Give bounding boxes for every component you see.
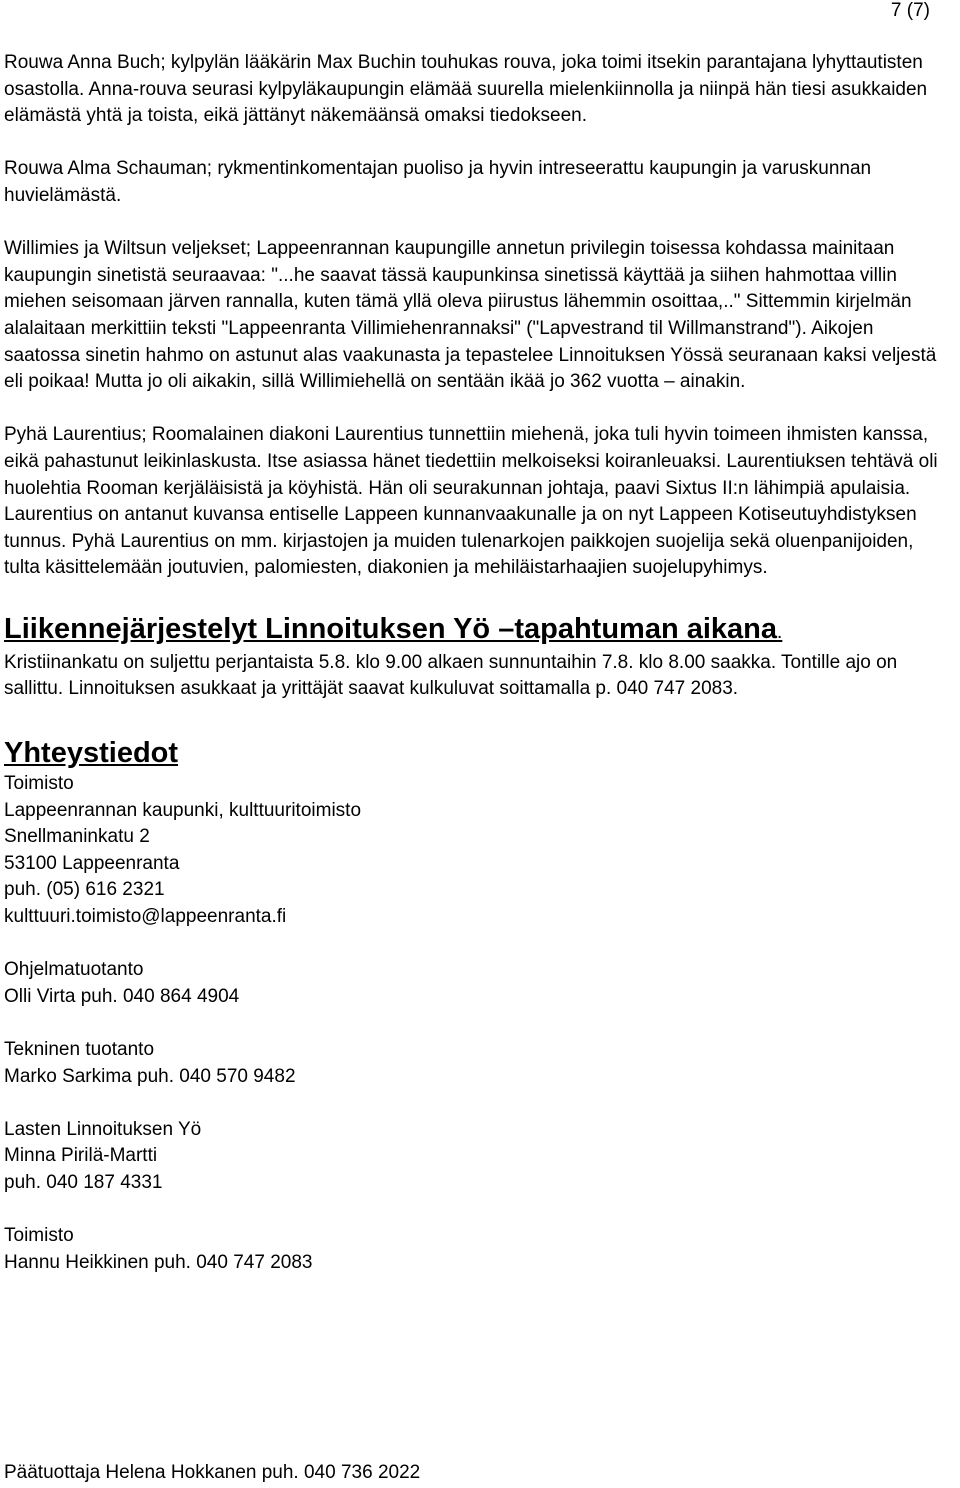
contact-office2-title: Toimisto — [4, 1225, 74, 1247]
contact-office-phone: puh. (05) 616 2321 — [4, 879, 165, 901]
contact-office-street: Snellmaninkatu 2 — [4, 826, 150, 848]
contact-program-title: Ohjelmatuotanto — [4, 959, 144, 981]
contacts-heading: Yhteystiedot — [4, 737, 179, 770]
contact-office2-person: Hannu Heikkinen puh. 040 747 2083 — [4, 1251, 313, 1273]
page-number: 7 (7) — [890, 0, 930, 21]
paragraph-laurentius: Pyhä Laurentius; Roomalainen diakoni Laurentius tunnettiin miehenä, joka tuli hyvin toimeen ihmisten kanssa, eikä pahastunut leikinlaskusta. Itse asiassa hänet tiedettiin melkoiseksi koiranleuaksi. Laurentiuksen tehtävä oli huolehtia Rooman kerjäläisistä ja köyhistä. Hän oli seurakunnan johtaja, paavi Sixtus II:n lähimpiä apulaisia. — [4, 424, 938, 499]
paragraph-laurentius-2: Laurentius on antanut kuvansa entiselle Lappeen kunnanvaakunalle ja on nyt Lappeen Kotiseutuyhdistyksen tunnus. Pyhä Laurentius on mm. kirjastojen ja muiden tulenarkojen paikkojen suojelija sekä oluenpanijoiden, tulta käsittelemään joutuvien, palomiesten, diakonien ja mehiläistarhaajien suojelupyhimys. — [4, 504, 917, 579]
contact-kids-phone: puh. 040 187 4331 — [4, 1171, 163, 1193]
contact-kids-person: Minna Pirilä-Martti — [4, 1145, 158, 1167]
contact-office-email: kulttuuri.toimisto@lappeenranta.fi — [4, 906, 287, 928]
contact-office-title: Toimisto — [4, 773, 74, 795]
traffic-text: Kristiinankatu on suljettu perjantaista 5.8. klo 9.00 alkaen sunnuntaihin 7.8. klo 8.00 saakka. Tontille ajo on sallittu. Linnoituksen asukkaat ja yrittäjät saavat kulkuluvat soittamalla p. 040 747 2083. — [4, 651, 898, 700]
contact-office-postal: 53100 Lappeenranta — [4, 852, 180, 874]
traffic-heading-text: Liikennejärjestelyt Linnoituksen Yö –tapahtuman aikana — [4, 612, 778, 645]
contact-program-person: Olli Virta puh. 040 864 4904 — [4, 985, 240, 1007]
contact-office — [4, 771, 954, 931]
contact-kids-title: Lasten Linnoituksen Yö — [4, 1118, 202, 1140]
traffic-heading — [4, 612, 954, 650]
contact-office-org: Lappeenrannan kaupunki, kulttuuritoimisto — [4, 799, 362, 821]
contact-technical — [4, 1037, 954, 1090]
contact-kids — [4, 1117, 954, 1197]
contact-office2 — [4, 1223, 954, 1276]
paragraph-anna-buch: Rouwa Anna Buch; kylpylän lääkärin Max Buchin touhukas rouva, joka toimi itsekin parantajana lyhyttautisten osastolla. Anna-rouva seurasi kylpyläkaupungin elämää suurella mielenkiinnolla ja niinpä hän tiesi asukkaiden elämästä yhtä ja toista, eikä jättänyt näkemäänsä omaksi tiedokseen. — [4, 52, 928, 127]
paragraph-alma-schauman: Rouwa Alma Schauman; rykmentinkomentajan puoliso ja hyvin intreseerattu kaupungin ja varuskunnan huvielämästä. — [4, 158, 872, 206]
contact-producer: Päätuottaja Helena Hokkanen puh. 040 736 2022 — [4, 1462, 421, 1483]
contact-technical-person: Marko Sarkima puh. 040 570 9482 — [4, 1065, 296, 1087]
document-body — [4, 50, 954, 1276]
paragraph-willimies: Willimies ja Wiltsun veljekset; Lappeenrannan kaupungille annetun privilegin toisessa kohdassa mainitaan kaupungin sinetistä seuraavaa: "...he saavat tässä kaupunkinsa sinetissä käyttää ja siihen hahmottaa villin miehen seisomaan järven rannalla, kuten tämä yllä oleva piirustus lähemmin osoittaa,.." Sittemmin kirjelmän alalaitaan merkittiin teksti "Lappeenranta Villimiehenrannaksi" ("Lapvestrand til Willmanstrand"). Aikojen saatossa sinetin hahmo on astunut alas vaakunasta ja tepastelee Linnoituksen Yössä seuranaan kaksi veljestä eli poikaa! Mutta jo oli aikakin, sillä Willimiehellä on sentään ikää jo 362 vuotta – ainakin. — [4, 238, 937, 393]
contact-program — [4, 957, 954, 1010]
contact-technical-title: Tekninen tuotanto — [4, 1039, 155, 1060]
traffic-heading-period: . — [777, 621, 783, 643]
